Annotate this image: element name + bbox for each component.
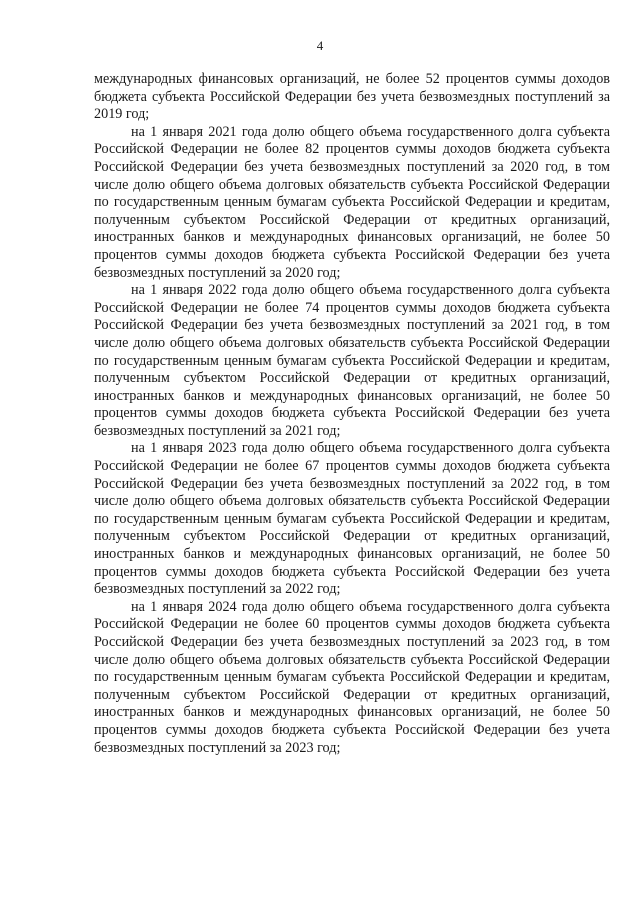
paragraph-2021: на 1 января 2021 года долю общего объема государственного долга субъекта Российской Федерации не более 82 процентов суммы доходов бюджета субъекта Российской Федерации без учета безвозмездных поступлений за 2020 год, в том числе долю общего объема долговых обязательств субъекта Российской Федерации по государственным ценным бумагам субъекта Российской Федерации и кредитам, полученным субъектом Российской Федерации от кредитных организаций, иностранных банков и международных финансовых организаций, не более 50 процентов суммы доходов бюджета субъекта Российской Федерации без учета безвозмездных поступлений за 2020 год;	[94, 123, 610, 281]
paragraph-2023: на 1 января 2023 года долю общего объема государственного долга субъекта Российской Федерации не более 67 процентов суммы доходов бюджета субъекта Российской Федерации без учета безвозмездных поступлений за 2022 год, в том числе долю общего объема долговых обязательств субъекта Российской Федерации по государственным ценным бумагам субъекта Российской Федерации и кредитам, полученным субъектом Российской Федерации от кредитных организаций, иностранных банков и международных финансовых организаций, не более 50 процентов суммы доходов бюджета субъекта Российской Федерации без учета безвозмездных поступлений за 2022 год;	[94, 440, 610, 598]
document-body	[94, 71, 610, 757]
page-number: 4	[316, 38, 324, 53]
paragraph-2024: на 1 января 2024 года долю общего объема государственного долга субъекта Российской Федерации не более 60 процентов суммы доходов бюджета субъекта Российской Федерации без учета безвозмездных поступлений за 2023 год, в том числе долю общего объема долговых обязательств субъекта Российской Федерации по государственным ценным бумагам субъекта Российской Федерации и кредитам, полученным субъектом Российской Федерации от кредитных организаций, иностранных банков и международных финансовых организаций, не более 50 процентов суммы доходов бюджета субъекта Российской Федерации без учета безвозмездных поступлений за 2023 год;	[94, 598, 610, 756]
paragraph-2022: на 1 января 2022 года долю общего объема государственного долга субъекта Российской Федерации не более 74 процентов суммы доходов бюджета субъекта Российской Федерации без учета безвозмездных поступлений за 2021 год, в том числе долю общего объема долговых обязательств субъекта Российской Федерации по государственным ценным бумагам субъекта Российской Федерации и кредитам, полученным субъектом Российской Федерации от кредитных организаций, иностранных банков и международных финансовых организаций, не более 50 процентов суммы доходов бюджета субъекта Российской Федерации без учета безвозмездных поступлений за 2021 год;	[94, 282, 610, 439]
paragraph-continuation: международных финансовых организаций, не более 52 процентов суммы доходов бюджета субъекта Российской Федерации без учета безвозмездных поступлений за 2019 год;	[94, 71, 610, 123]
